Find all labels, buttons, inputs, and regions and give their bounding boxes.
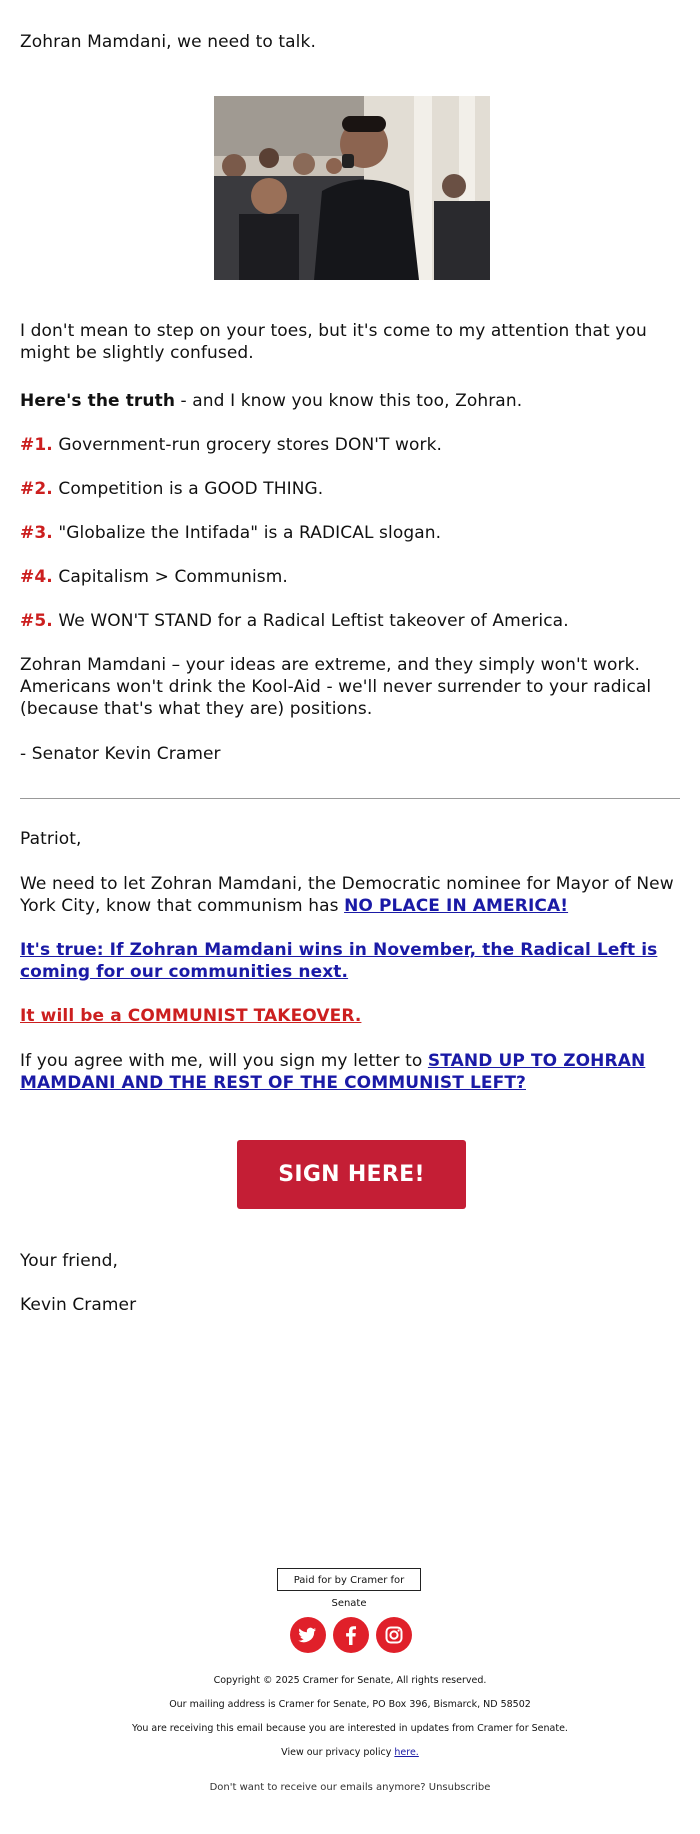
candidate-photo <box>214 96 490 280</box>
point-number: #5. <box>20 611 53 631</box>
paragraph-text: We need to let Zohran Mamdani, the Democratic nominee for Mayor of New York City, know that communism has <box>20 874 674 916</box>
truth-rest: - and I know you know this too, Zohran. <box>175 391 523 411</box>
point-1 <box>20 434 680 456</box>
point-number: #2. <box>20 479 53 499</box>
signoff-line: Your friend, <box>20 1251 119 1271</box>
truth-bold: Here's the truth <box>20 391 176 411</box>
senator-signature: - Senator Kevin Cramer <box>20 744 221 764</box>
no-place-link[interactable]: NO PLACE IN AMERICA! <box>344 896 569 916</box>
privacy-policy-line <box>20 1747 680 1759</box>
communist-takeover-link[interactable]: It will be a COMMUNIST TAKEOVER. <box>20 1006 362 1026</box>
point-2 <box>20 478 680 500</box>
mailing-address: Our mailing address is Cramer for Senate, PO Box 396, Bismarck, ND 58502 <box>169 1699 531 1710</box>
radical-left-link[interactable]: It's true: If Zohran Mamdani wins in November, the Radical Left is coming for our communities next. <box>20 940 658 982</box>
copyright-text: Copyright © 2025 Cramer for Senate, All rights reserved. <box>213 1675 487 1686</box>
signoff-name: Kevin Cramer <box>20 1295 137 1315</box>
point-text: "Globalize the Intifada" is a RADICAL slogan. <box>52 523 442 543</box>
point-text: Competition is a GOOD THING. <box>52 479 324 499</box>
point-number: #4. <box>20 567 53 587</box>
unsubscribe-link[interactable]: Don't want to receive our emails anymore? Unsubscribe <box>209 1782 491 1793</box>
opening-line: Zohran Mamdani, we need to talk. <box>20 32 316 52</box>
divider <box>20 798 680 799</box>
facebook-icon[interactable] <box>333 1617 369 1653</box>
stand-up-link[interactable]: STAND UP TO ZOHRAN MAMDANI AND THE REST OF THE COMMUNIST LEFT? <box>20 1051 646 1093</box>
intro-paragraph: I don't mean to step on your toes, but it's come to my attention that you might be slightly confused. <box>20 321 647 363</box>
point-number: #1. <box>20 435 53 455</box>
point-text: We WON'T STAND for a Radical Leftist takeover of America. <box>52 611 569 631</box>
privacy-policy-link[interactable]: here. <box>394 1747 419 1758</box>
letter-paragraph-4 <box>20 1050 680 1094</box>
point-number: #3. <box>20 523 53 543</box>
letter-paragraph-1 <box>20 873 680 917</box>
photo-illustration <box>214 96 490 280</box>
subscription-reason: You are receiving this email because you are interested in updates from Cramer for Senate. <box>132 1723 568 1734</box>
instagram-icon[interactable] <box>376 1617 412 1653</box>
point-5 <box>20 610 680 632</box>
paid-for-box: Paid for by Cramer for Senate <box>277 1568 421 1591</box>
twitter-icon[interactable] <box>290 1617 326 1653</box>
point-text: Government-run grocery stores DON'T work. <box>52 435 443 455</box>
closing-paragraph: Zohran Mamdani – your ideas are extreme, and they simply won't work. Americans won't drink the Kool-Aid - we'll never surrender to your radical (because that's what they are) positions. <box>20 655 652 719</box>
letter-paragraph-2 <box>20 939 680 983</box>
point-4 <box>20 566 680 588</box>
truth-line <box>20 390 680 412</box>
letter-paragraph-3 <box>20 1005 680 1027</box>
greeting: Patriot, <box>20 829 82 849</box>
point-3 <box>20 522 680 544</box>
sign-here-button[interactable]: SIGN HERE! <box>237 1140 466 1209</box>
point-text: Capitalism > Communism. <box>52 567 288 587</box>
privacy-text: View our privacy policy <box>281 1747 395 1758</box>
paragraph-text: If you agree with me, will you sign my letter to <box>20 1051 428 1071</box>
